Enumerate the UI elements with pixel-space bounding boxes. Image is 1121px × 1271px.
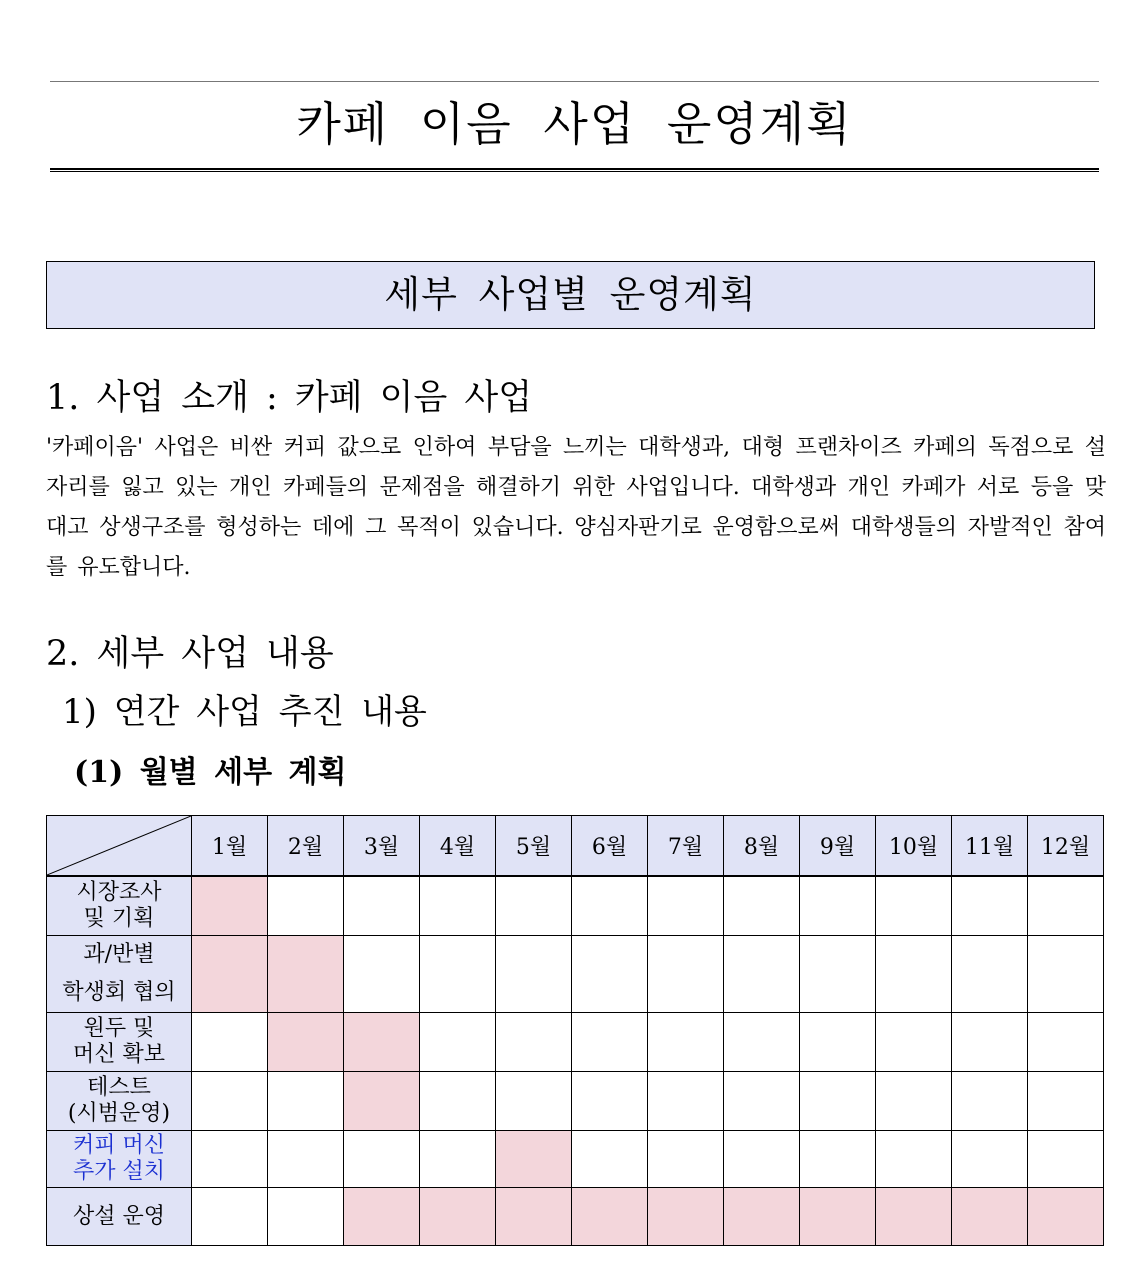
- schedule-cell: [876, 876, 952, 936]
- schedule-row: [47, 1188, 1104, 1246]
- schedule-cell: [876, 1013, 952, 1072]
- schedule-cell: [420, 1131, 496, 1188]
- schedule-cell: [648, 876, 724, 936]
- month-header: 3월: [344, 816, 420, 877]
- schedule-cell: [876, 1131, 952, 1188]
- month-header: 8월: [724, 816, 800, 877]
- schedule-cell: [1028, 1013, 1104, 1072]
- heading-business-intro: 1. 사업 소개 : 카페 이음 사업: [46, 378, 533, 418]
- schedule-row: [47, 1072, 1104, 1131]
- month-header: 6월: [572, 816, 648, 877]
- month-header: 12월: [1028, 816, 1104, 877]
- schedule-cell-active: [648, 1188, 724, 1246]
- task-label: 시장조사 및 기획: [47, 876, 192, 936]
- month-header: 4월: [420, 816, 496, 877]
- schedule-cell: [724, 1013, 800, 1072]
- schedule-cell: [496, 936, 572, 1013]
- schedule-cell: [572, 1072, 648, 1131]
- schedule-cell: [344, 1131, 420, 1188]
- diagonal-line: [47, 816, 191, 875]
- heading-monthly-plan: (1) 월별 세부 계획: [74, 755, 347, 790]
- schedule-cell: [572, 876, 648, 936]
- month-header: 10월: [876, 816, 952, 877]
- schedule-cell: [268, 1131, 344, 1188]
- schedule-cell-active: [1028, 1188, 1104, 1246]
- schedule-cell-active: [800, 1188, 876, 1246]
- schedule-cell: [876, 1072, 952, 1131]
- schedule-cell: [1028, 1072, 1104, 1131]
- task-label: 원두 및 머신 확보: [47, 1013, 192, 1072]
- schedule-cell: [420, 936, 496, 1013]
- schedule-cell: [800, 1131, 876, 1188]
- schedule-cell: [420, 876, 496, 936]
- month-header: 11월: [952, 816, 1028, 877]
- schedule-cell: [344, 936, 420, 1013]
- schedule-cell: [496, 876, 572, 936]
- schedule-cell: [724, 936, 800, 1013]
- schedule-cell-active: [420, 1188, 496, 1246]
- schedule-cell: [572, 1013, 648, 1072]
- month-header: 9월: [800, 816, 876, 877]
- task-label: 커피 머신 추가 설치: [47, 1131, 192, 1188]
- schedule-cell: [1028, 936, 1104, 1013]
- schedule-cell: [952, 1013, 1028, 1072]
- title-double-rule: [50, 168, 1099, 172]
- schedule-cell: [800, 936, 876, 1013]
- task-label: 과/반별 학생회 협의: [47, 936, 192, 1013]
- schedule-cell: [344, 876, 420, 936]
- month-header: 2월: [268, 816, 344, 877]
- schedule-cell: [192, 1013, 268, 1072]
- schedule-cell-active: [724, 1188, 800, 1246]
- schedule-cell: [192, 1131, 268, 1188]
- month-header: 1월: [192, 816, 268, 877]
- schedule-cell: [572, 936, 648, 1013]
- schedule-cell-active: [496, 1131, 572, 1188]
- schedule-cell: [952, 936, 1028, 1013]
- schedule-row: [47, 876, 1104, 936]
- schedule-cell: [724, 876, 800, 936]
- schedule-cell: [268, 1072, 344, 1131]
- schedule-cell: [420, 1072, 496, 1131]
- schedule-cell-active: [192, 936, 268, 1013]
- schedule-cell-active: [344, 1072, 420, 1131]
- schedule-cell: [800, 876, 876, 936]
- schedule-cell: [724, 1072, 800, 1131]
- schedule-row: [47, 1131, 1104, 1188]
- schedule-cell-active: [268, 1013, 344, 1072]
- schedule-row: [47, 1013, 1104, 1072]
- schedule-cell: [952, 1072, 1028, 1131]
- schedule-cell-active: [496, 1188, 572, 1246]
- schedule-cell: [648, 936, 724, 1013]
- schedule-cell-active: [572, 1188, 648, 1246]
- schedule-cell: [648, 1013, 724, 1072]
- schedule-cell: [648, 1131, 724, 1188]
- schedule-cell: [268, 876, 344, 936]
- schedule-cell: [192, 1072, 268, 1131]
- top-rule: [50, 81, 1099, 82]
- schedule-cell: [1028, 876, 1104, 936]
- schedule-cell-active: [192, 876, 268, 936]
- schedule-cell-active: [344, 1013, 420, 1072]
- task-label: 테스트 (시범운영): [47, 1072, 192, 1131]
- schedule-cell: [800, 1013, 876, 1072]
- month-header: 7월: [648, 816, 724, 877]
- intro-paragraph: '카페이음' 사업은 비싼 커피 값으로 인하여 부담을 느끼는 대학생과, 대형 프랜차이즈 카페의 독점으로 설 자리를 잃고 있는 개인 카페들의 문제점을 해결하기 위한 사업입니다. 대학생과 개인 카페가 서로 등을 맞대고 상생구조를 형성하는 데에 그 목적이 있습니다. 양심자판기로 운영함으로써 대학생들의 자발적인 참여를 유도합니다.: [46, 435, 1106, 580]
- header-corner-cell: [47, 816, 192, 877]
- schedule-cell: [572, 1131, 648, 1188]
- task-label: 상설 운영: [47, 1188, 192, 1246]
- schedule-cell-active: [876, 1188, 952, 1246]
- schedule-cell-active: [952, 1188, 1028, 1246]
- heading-annual-plan: 1) 연간 사업 추진 내용: [62, 692, 427, 732]
- schedule-cell: [800, 1072, 876, 1131]
- schedule-cell: [724, 1131, 800, 1188]
- schedule-cell: [1028, 1131, 1104, 1188]
- heading-business-details: 2. 세부 사업 내용: [46, 634, 334, 674]
- schedule-cell-active: [344, 1188, 420, 1246]
- schedule-cell: [268, 1188, 344, 1246]
- schedule-header-row: [47, 816, 1104, 877]
- schedule-cell: [496, 1072, 572, 1131]
- section-title-box: 세부 사업별 운영계획: [46, 261, 1095, 329]
- schedule-cell: [192, 1188, 268, 1246]
- schedule-cell: [420, 1013, 496, 1072]
- document-title: 카페 이음 사업 운영계획: [296, 97, 853, 151]
- schedule-row: [47, 936, 1104, 1013]
- month-header: 5월: [496, 816, 572, 877]
- schedule-cell: [496, 1013, 572, 1072]
- schedule-cell: [952, 1131, 1028, 1188]
- schedule-cell-active: [268, 936, 344, 1013]
- schedule-cell: [952, 876, 1028, 936]
- monthly-schedule-table: [46, 815, 1104, 1246]
- schedule-cell: [876, 936, 952, 1013]
- schedule-cell: [648, 1072, 724, 1131]
